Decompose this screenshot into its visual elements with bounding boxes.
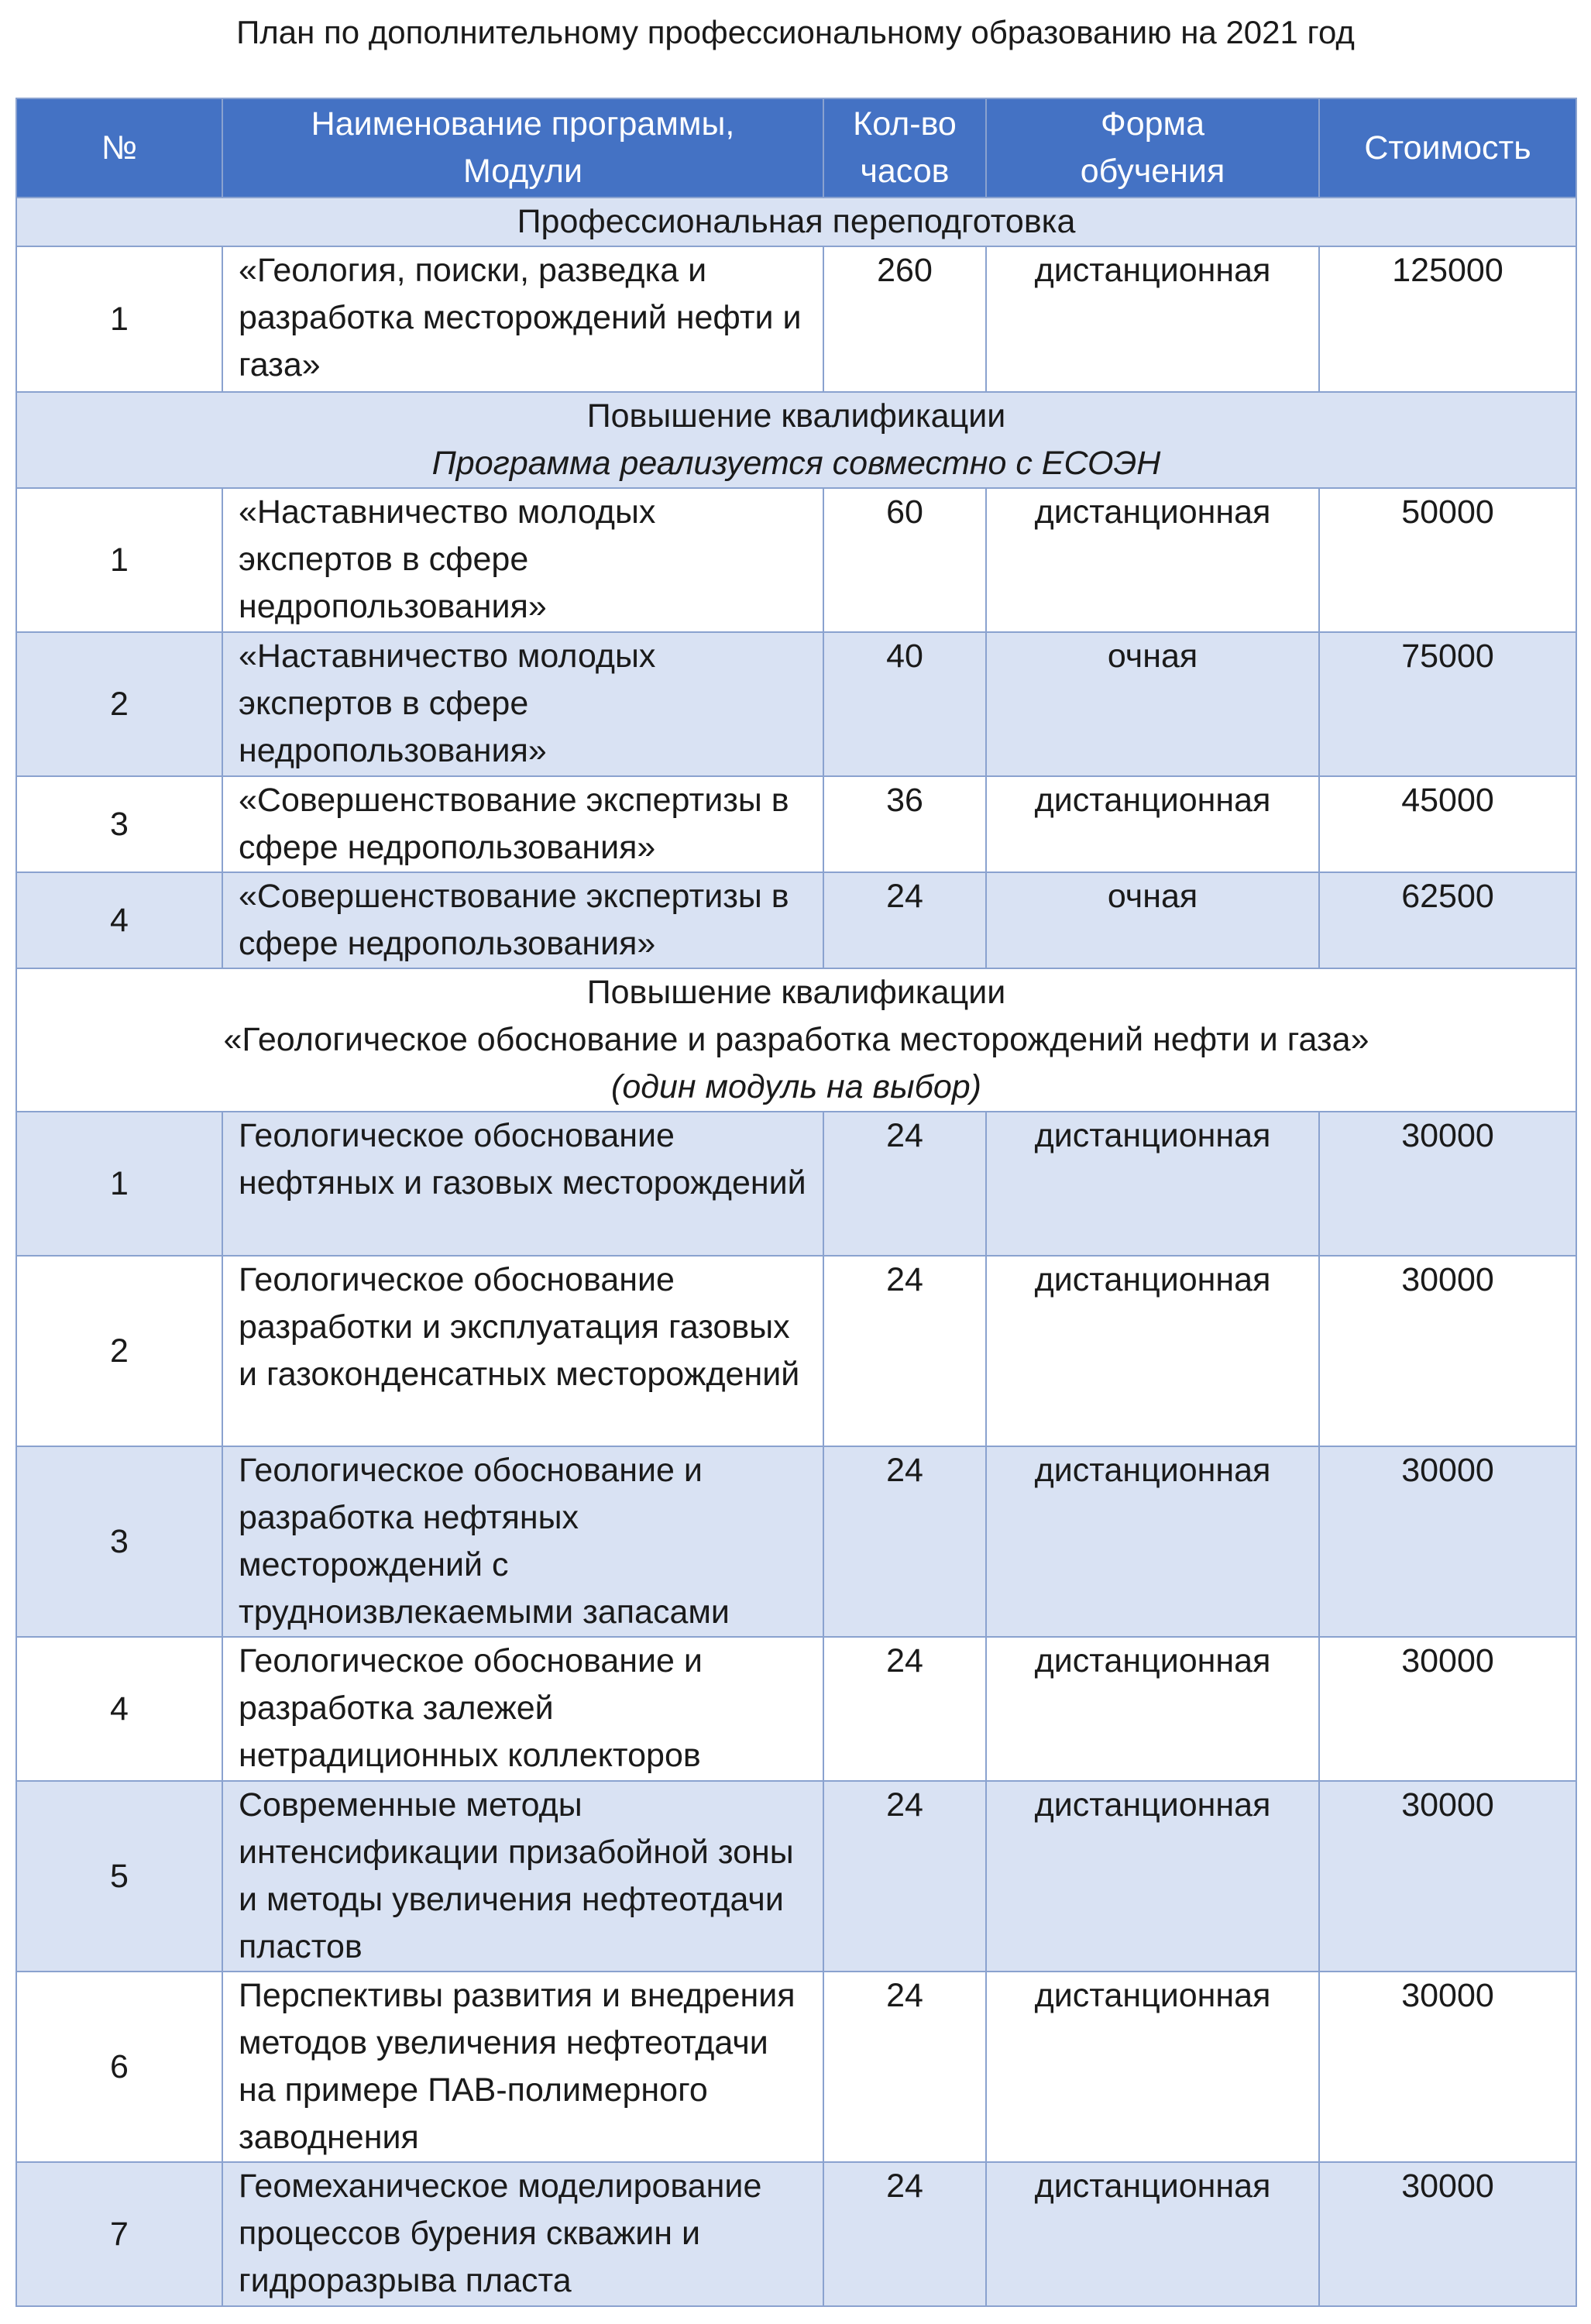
row-name: Геомеханическое моделирование процессов бурения скважин и гидроразрыва пласта — [222, 2162, 823, 2306]
row-cost: 62500 — [1319, 872, 1576, 968]
row-num: 3 — [16, 1446, 222, 1637]
row-name: «Совершенствование экспертизы в сфере недропользования» — [222, 872, 823, 968]
section-title: Повышение квалификации — [586, 974, 1006, 1011]
training-plan-table — [15, 98, 1577, 2307]
row-num: 7 — [16, 2162, 222, 2306]
row-cost: 30000 — [1319, 1112, 1576, 1256]
row-hours: 260 — [823, 246, 986, 392]
row-hours: 36 — [823, 776, 986, 872]
table-row — [16, 872, 1576, 968]
row-name: «Геология, поиски, разведка и разработка месторождений нефти и газа» — [222, 246, 823, 392]
section-title-cell — [16, 392, 1576, 488]
document-title: План по дополнительному профессиональному образованию на 2021 год — [236, 14, 1355, 50]
row-form: дистанционная — [986, 2162, 1319, 2306]
row-cost: 30000 — [1319, 1781, 1576, 1972]
header-num: № — [16, 98, 222, 198]
table-row — [16, 1256, 1576, 1446]
row-form: очная — [986, 872, 1319, 968]
section-note: (один модуль на выбор) — [611, 1068, 981, 1105]
row-num: 6 — [16, 1972, 222, 2162]
row-num: 1 — [16, 1112, 222, 1256]
row-name: Геологическое обоснование и разработка нефтяных месторождений с трудноизвлекаемыми запасами — [222, 1446, 823, 1637]
row-num: 4 — [16, 1637, 222, 1781]
row-form: дистанционная — [986, 1446, 1319, 1637]
row-cost: 75000 — [1319, 632, 1576, 776]
header-form-line1: Форма — [1101, 105, 1204, 143]
row-num: 2 — [16, 632, 222, 776]
row-name: Перспективы развития и внедрения методов увеличения нефтеотдачи на примере ПАВ-полимерного заводнения — [222, 1972, 823, 2162]
row-hours: 24 — [823, 1972, 986, 2162]
row-name: Современные методы интенсификации призабойной зоны и методы увеличения нефтеотдачи пластов — [222, 1781, 823, 1972]
section-header — [16, 968, 1576, 1112]
row-form: дистанционная — [986, 246, 1319, 392]
row-hours: 24 — [823, 1781, 986, 1972]
section-header — [16, 392, 1576, 488]
table-row — [16, 1446, 1576, 1637]
table-row — [16, 1781, 1576, 1972]
table-row — [16, 776, 1576, 872]
table-row — [16, 1637, 1576, 1781]
table-header-row — [16, 98, 1576, 198]
section-subtitle: «Геологическое обоснование и разработка месторождений нефти и газа» — [223, 1021, 1369, 1058]
row-num: 1 — [16, 488, 222, 632]
row-form: дистанционная — [986, 1972, 1319, 2162]
section-note: Программа реализуется совместно с ЕСОЭН — [431, 445, 1161, 482]
section-title-cell — [16, 968, 1576, 1112]
row-num: 3 — [16, 776, 222, 872]
row-hours: 24 — [823, 2162, 986, 2306]
row-cost: 30000 — [1319, 1256, 1576, 1446]
section-header — [16, 198, 1576, 246]
row-name: «Наставничество молодых экспертов в сфере недропользования» — [222, 488, 823, 632]
section-title: Профессиональная переподготовка — [517, 203, 1076, 240]
row-hours: 24 — [823, 1256, 986, 1446]
row-hours: 24 — [823, 1112, 986, 1256]
section-title-cell — [16, 198, 1576, 246]
row-name: Геологическое обоснование разработки и эксплуатация газовых и газоконденсатных месторождений — [222, 1256, 823, 1446]
row-cost: 30000 — [1319, 1637, 1576, 1781]
row-hours: 24 — [823, 872, 986, 968]
row-num: 4 — [16, 872, 222, 968]
row-form: дистанционная — [986, 1781, 1319, 1972]
header-name-line2: Модули — [462, 153, 583, 190]
row-form: дистанционная — [986, 488, 1319, 632]
table-row — [16, 1112, 1576, 1256]
header-cost: Стоимость — [1319, 98, 1576, 198]
row-cost: 30000 — [1319, 1972, 1576, 2162]
header-form-line2: обучения — [1080, 153, 1225, 190]
row-num: 2 — [16, 1256, 222, 1446]
row-hours: 24 — [823, 1637, 986, 1781]
section-title: Повышение квалификации — [586, 397, 1006, 435]
row-hours: 60 — [823, 488, 986, 632]
row-form: очная — [986, 632, 1319, 776]
row-cost: 50000 — [1319, 488, 1576, 632]
row-cost: 45000 — [1319, 776, 1576, 872]
row-form: дистанционная — [986, 1256, 1319, 1446]
row-form: дистанционная — [986, 1112, 1319, 1256]
table-row — [16, 632, 1576, 776]
row-hours: 24 — [823, 1446, 986, 1637]
header-form — [986, 98, 1319, 198]
row-hours: 40 — [823, 632, 986, 776]
row-name: Геологическое обоснование нефтяных и газовых месторождений — [222, 1112, 823, 1256]
table-row — [16, 1972, 1576, 2162]
row-cost: 30000 — [1319, 1446, 1576, 1637]
row-form: дистанционная — [986, 1637, 1319, 1781]
row-num: 1 — [16, 246, 222, 392]
row-name: «Совершенствование экспертизы в сфере недропользования» — [222, 776, 823, 872]
row-form: дистанционная — [986, 776, 1319, 872]
header-hours-line2: часов — [860, 153, 950, 190]
row-name: Геологическое обоснование и разработка залежей нетрадиционных коллекторов — [222, 1637, 823, 1781]
row-cost: 125000 — [1319, 246, 1576, 392]
table-row — [16, 246, 1576, 392]
table-row — [16, 2162, 1576, 2306]
header-name-line1: Наименование программы, — [311, 105, 735, 143]
row-num: 5 — [16, 1781, 222, 1972]
header-hours-line1: Кол-во — [853, 105, 957, 143]
header-hours — [823, 98, 986, 198]
row-name: «Наставничество молодых экспертов в сфере недропользования» — [222, 632, 823, 776]
header-name — [222, 98, 823, 198]
table-row — [16, 488, 1576, 632]
row-cost: 30000 — [1319, 2162, 1576, 2306]
